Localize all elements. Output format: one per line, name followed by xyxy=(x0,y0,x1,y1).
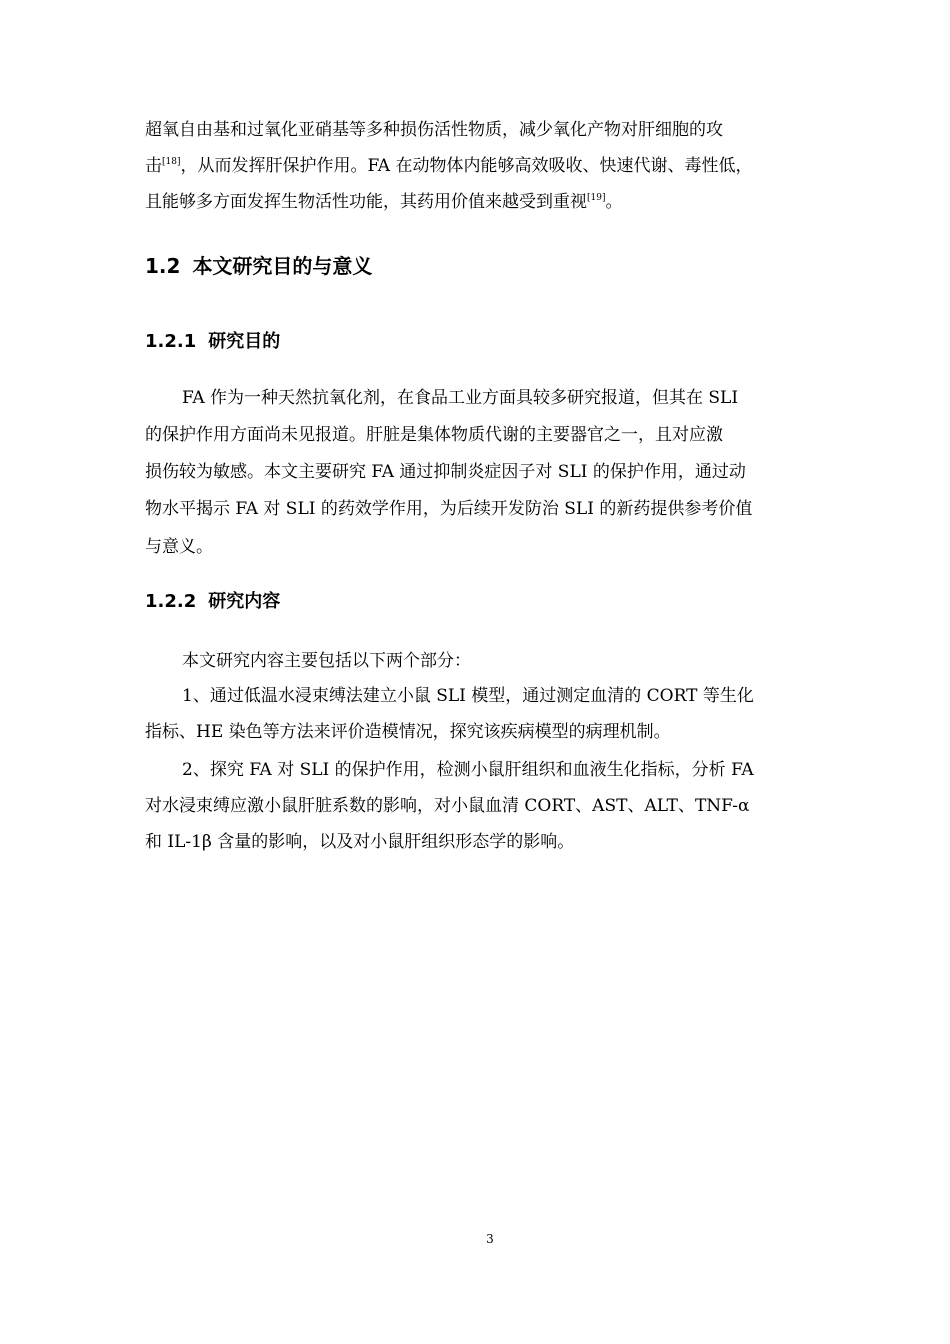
section-1-2-2-number: 1.2.2 xyxy=(145,591,197,612)
intro-line-2-text-b: ，从而发挥肝保护作用。FA 在动物体内能够高效吸收、快速代谢、毒性低， xyxy=(180,156,753,176)
purpose-line-1: FA 作为一种天然抗氧化剂，在食品工业方面具较多研究报道，但其在 SLI xyxy=(182,388,739,408)
intro-line-1: 超氧自由基和过氧化亚硝基等多种损伤活性物质，减少氧化产物对肝细胞的攻 xyxy=(145,120,723,140)
section-1-2-number: 1.2 xyxy=(145,254,181,278)
intro-line-3-text-a: 且能够多方面发挥生物活性功能，其药用价值来越受到重视 xyxy=(145,192,587,212)
purpose-line-5: 与意义。 xyxy=(145,537,213,557)
intro-line-3-text-b: 。 xyxy=(605,192,623,212)
purpose-line-4: 物水平揭示 FA 对 SLI 的药效学作用，为后续开发防治 SLI 的新药提供参考价值 xyxy=(145,499,753,519)
content-item-1-line-2: 指标、HE 染色等方法来评价造模情况，探究该疾病模型的病理机制。 xyxy=(145,722,671,742)
content-item-2-line-2: 对水浸束缚应激小鼠肝脏系数的影响，对小鼠血清 CORT、AST、ALT、TNF-α xyxy=(145,796,750,816)
section-1-2-heading xyxy=(145,253,372,279)
section-1-2-2-title: 研究内容 xyxy=(208,591,281,612)
section-1-2-1-heading xyxy=(145,330,280,354)
section-1-2-title: 本文研究目的与意义 xyxy=(192,254,373,278)
intro-line-2-text-a: 击 xyxy=(145,156,162,176)
content-item-1-line-1: 1、通过低温水浸束缚法建立小鼠 SLI 模型，通过测定血清的 CORT 等生化 xyxy=(182,686,754,706)
section-1-2-2-heading xyxy=(145,590,280,614)
page-number: 3 xyxy=(486,1232,494,1246)
section-1-2-1-title: 研究目的 xyxy=(208,331,281,352)
purpose-line-2: 的保护作用方面尚未见报道。肝脏是集体物质代谢的主要器官之一，且对应激 xyxy=(145,425,723,445)
content-item-2-line-3: 和 IL-1β 含量的影响，以及对小鼠肝组织形态学的影响。 xyxy=(145,832,575,852)
intro-line-3 xyxy=(145,192,622,212)
content-item-2-line-1: 2、探究 FA 对 SLI 的保护作用，检测小鼠肝组织和血液生化指标，分析 FA xyxy=(182,760,754,780)
citation-18: [18] xyxy=(162,157,181,167)
citation-19: [19] xyxy=(587,193,606,203)
section-1-2-1-number: 1.2.1 xyxy=(145,331,197,352)
content-intro-line: 本文研究内容主要包括以下两个部分： xyxy=(182,651,471,671)
purpose-line-3: 损伤较为敏感。本文主要研究 FA 通过抑制炎症因子对 SLI 的保护作用，通过动 xyxy=(145,462,746,482)
intro-line-2 xyxy=(145,156,752,176)
